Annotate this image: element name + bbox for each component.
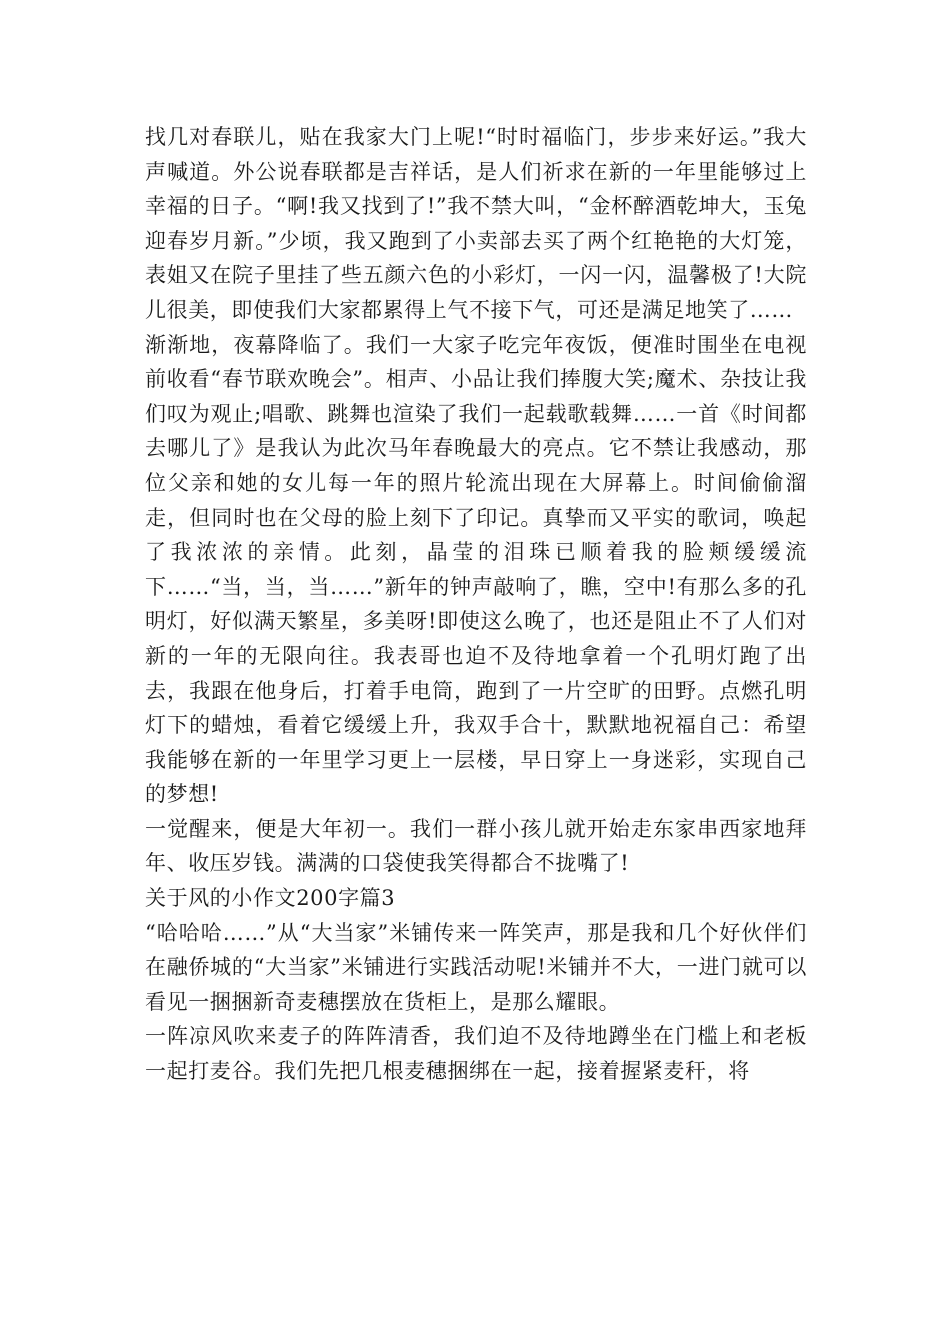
paragraph-new-year-eve: 渐渐地，夜幕降临了。我们一大家子吃完年夜饭，便准时围坐在电视前收看“春节联欢晚会”。相声、小品让我们捧腹大笑;魔术、杂技让我们叹为观止;唱歌、跳舞也渲染了我们一起载歌载舞……一首《时间都去哪儿了》是我认为此次马年春晚最大的亮点。它不禁让我感动，那位父亲和她的女儿每一年的照片轮流出现在大屏幕上。时间偷偷溜走，但同时也在父母的脸上刻下了印记。真挚而又平实的歌词，唤起了我浓浓的亲情。此刻，晶莹的泪珠已顺着我的脸颊缓缓流下……“当，当，当……”新年的钟声敲响了，瞧，空中!有那么多的孔明灯，好似满天繁星，多美呀!即使这么晚了，也还是阻止不了人们对新的一年的无限向往。我表哥也迫不及待地拿着一个孔明灯跑了出去，我跟在他身后，打着手电筒，跑到了一片空旷的田野。点燃孔明灯下的蜡烛，看着它缓缓上升，我双手合十，默默地祝福自己：希望我能够在新的一年里学习更上一层楼，早日穿上一身迷彩，实现自己的梦想! xyxy=(145,332,807,807)
paragraph-spring-couplets: 找几对春联儿，贴在我家大门上呢!“时时福临门，步步来好运。”我大声喊道。外公说春联都是吉祥话，是人们祈求在新的一年里能够过上幸福的日子。“啊!我又找到了!”我不禁大叫，“金杯醉酒乾坤大，玉兔迎春岁月新。”少顷，我又跑到了小卖部去买了两个红艳艳的大灯笼，表姐又在院子里挂了些五颜六色的小彩灯，一闪一闪，温馨极了!大院儿很美，即使我们大家都累得上气不接下气，可还是满足地笑了…… xyxy=(145,125,807,322)
paragraph-wheat-threshing: 一阵凉风吹来麦子的阵阵清香，我们迫不及待地蹲坐在门槛上和老板一起打麦谷。我们先把几根麦穗捆绑在一起，接着握紧麦秆，将 xyxy=(145,1024,807,1084)
section-heading: 关于风的小作文200字篇3 xyxy=(145,886,396,911)
paragraph-new-year-day: 一觉醒来，便是大年初一。我们一群小孩儿就开始走东家串西家地拜年、收压岁钱。满满的口袋使我笑得都合不拢嘴了! xyxy=(145,816,807,876)
document-page xyxy=(145,120,807,1089)
paragraph-rice-shop: “哈哈哈……”从“大当家”米铺传来一阵笑声，那是我和几个好伙伴们在融侨城的“大当家”米铺进行实践活动呢!米铺并不大，一进门就可以看见一捆捆新奇麦穗摆放在货柜上，是那么耀眼。 xyxy=(145,920,807,1014)
